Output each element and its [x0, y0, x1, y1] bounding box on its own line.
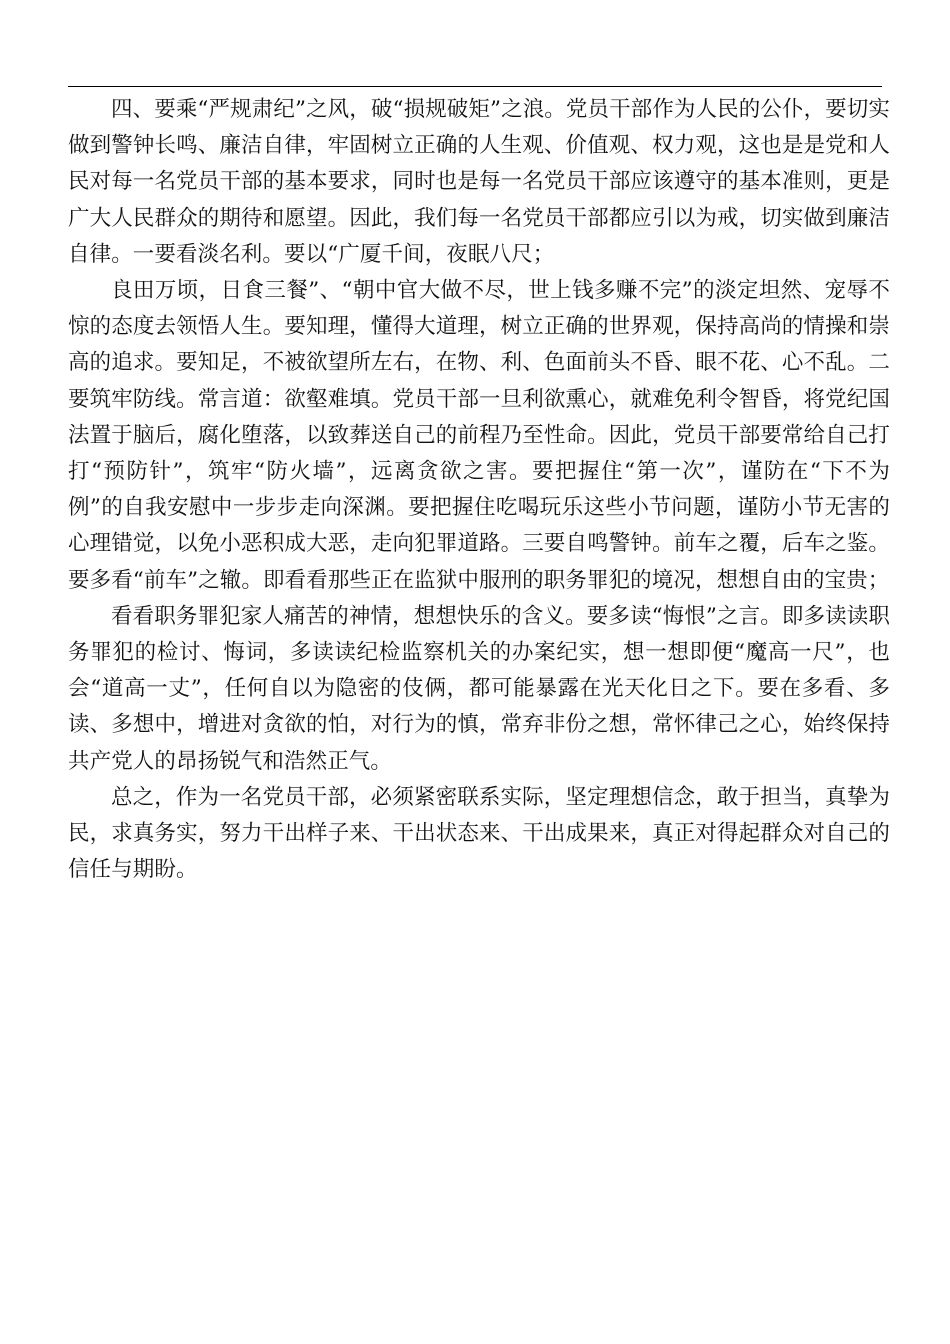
paragraph-4: 总之，作为一名党员干部，必须紧密联系实际，坚定理想信念，敢于担当，真挚为民，求真务实，努力干出样子来、干出状态来、干出成果来，真正对得起群众对自己的信任与期盼。 — [68, 784, 890, 883]
paragraph-2: 良田万顷，日食三餐”、“朝中官大做不尽，世上钱多赚不完”的淡定坦然、宠辱不惊的态度去领悟人生。要知理，懂得大道理，树立正确的世界观，保持高尚的情操和崇高的追求。要知足，不被欲望所左右，在物、利、色面前头不昏、眼不花、心不乱。二要筑牢防线。常言道：欲壑难填。党员干部一旦利欲熏心，就难免利令智昏，将党纪国法置于脑后，腐化堕落，以致葬送自己的前程乃至性命。因此，党员干部要常给自己打打“预防针”，筑牢“防火墙”，远离贪欲之害。要把握住“第一次”，谨防在“下不为例”的自我安慰中一步步走向深渊。要把握住吃喝玩乐这些小节问题，谨防小节无害的心理错觉，以免小恶积成大恶，走向犯罪道路。三要自鸣警钟。前车之覆，后车之鉴。要多看“前车”之辙。即看看那些正在监狱中服刑的职务罪犯的境况，想想自由的宝贵； — [68, 278, 890, 593]
paragraph-3: 看看职务罪犯家人痛苦的神情，想想快乐的含义。要多读“悔恨”之言。即多读读职务罪犯的检讨、悔词，多读读纪检监察机关的办案纪实，想一想即便“魔高一尺”，也会“道高一丈”，任何自以为隐密的伎俩，都可能暴露在光天化日之下。要在多看、多读、多想中，增进对贪欲的怕，对行为的慎，常弃非份之想，常怀律己之心，始终保持共产党人的昂扬锐气和浩然正气。 — [68, 603, 890, 774]
header-rule — [68, 86, 882, 87]
paragraph-1: 四、要乘“严规肃纪”之风，破“损规破矩”之浪。党员干部作为人民的公仆，要切实做到警钟长鸣、廉洁自律，牢固树立正确的人生观、价值观、权力观，这也是是党和人民对每一名党员干部的基本要求，同时也是每一名党员干部应该遵守的基本准则，更是广大人民群众的期待和愿望。因此，我们每一名党员干部都应引以为戒，切实做到廉洁自律。一要看淡名利。要以“广厦千间，夜眠八尺； — [68, 97, 890, 267]
document-body — [68, 92, 890, 888]
